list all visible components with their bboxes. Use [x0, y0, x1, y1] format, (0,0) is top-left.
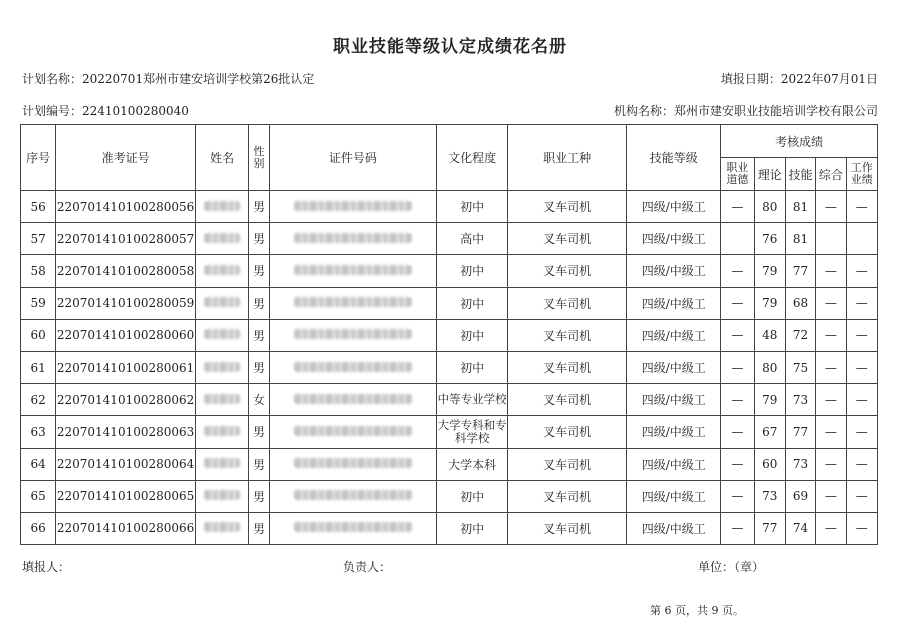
comprehensive-cell: — — [816, 191, 846, 223]
occupation-cell: 叉车司机 — [508, 223, 627, 255]
skill-cell: 77 — [785, 416, 815, 448]
education-cell: 初中 — [437, 287, 508, 319]
id-number-cell — [269, 223, 437, 255]
occupation-cell: 叉车司机 — [508, 191, 627, 223]
name-cell — [195, 384, 249, 416]
redacted-name — [204, 329, 240, 339]
redacted-name — [204, 265, 240, 275]
id-number-cell — [269, 351, 437, 383]
redacted-name — [204, 201, 240, 211]
ticket-cell: 220701410100280064 — [56, 448, 195, 480]
name-cell — [195, 480, 249, 512]
ethics-cell: — — [721, 480, 754, 512]
occupation-cell: 叉车司机 — [508, 287, 627, 319]
gender-cell: 男 — [249, 480, 269, 512]
gender-cell: 女 — [249, 384, 269, 416]
id-number-cell — [269, 480, 437, 512]
redacted-id-number — [294, 329, 412, 339]
ticket-cell: 220701410100280065 — [56, 480, 195, 512]
performance-cell: — — [846, 351, 877, 383]
performance-cell: — — [846, 255, 877, 287]
id-number-cell — [269, 319, 437, 351]
ticket-cell: 220701410100280061 — [56, 351, 195, 383]
skill-cell: 69 — [785, 480, 815, 512]
pagination: 第 6 页，共 9 页。 — [650, 604, 744, 617]
ethics-cell: — — [721, 416, 754, 448]
redacted-id-number — [294, 426, 412, 436]
name-cell — [195, 287, 249, 319]
comprehensive-cell: — — [816, 416, 846, 448]
occupation-cell: 叉车司机 — [508, 384, 627, 416]
gender-cell: 男 — [249, 191, 269, 223]
header-theory: 理论 — [754, 158, 785, 191]
performance-cell: — — [846, 384, 877, 416]
table-row — [21, 384, 878, 416]
ticket-cell: 220701410100280057 — [56, 223, 195, 255]
table-row — [21, 319, 878, 351]
gender-cell: 男 — [249, 223, 269, 255]
occupation-cell: 叉车司机 — [508, 480, 627, 512]
table-row — [21, 191, 878, 223]
id-number-cell — [269, 287, 437, 319]
occupation-cell: 叉车司机 — [508, 255, 627, 287]
occupation-cell: 叉车司机 — [508, 416, 627, 448]
skill-cell: 74 — [785, 512, 815, 544]
name-cell — [195, 319, 249, 351]
id-number-cell — [269, 448, 437, 480]
name-cell — [195, 255, 249, 287]
ethics-cell: — — [721, 191, 754, 223]
performance-cell: — — [846, 319, 877, 351]
ethics-cell — [721, 223, 754, 255]
performance-cell — [846, 223, 877, 255]
theory-cell: 77 — [754, 512, 785, 544]
seq-cell: 57 — [21, 223, 56, 255]
education-cell: 初中 — [437, 480, 508, 512]
seq-cell: 64 — [21, 448, 56, 480]
redacted-name — [204, 522, 240, 532]
ethics-cell: — — [721, 448, 754, 480]
skill-level-cell: 四级/中级工 — [627, 223, 721, 255]
seq-cell: 56 — [21, 191, 56, 223]
comprehensive-cell: — — [816, 351, 846, 383]
comprehensive-cell: — — [816, 384, 846, 416]
plan-number: 计划编号：22410100280040 — [22, 104, 189, 118]
gender-cell: 男 — [249, 416, 269, 448]
theory-cell: 79 — [754, 255, 785, 287]
skill-cell: 73 — [785, 384, 815, 416]
skill-cell: 81 — [785, 223, 815, 255]
ethics-cell: — — [721, 512, 754, 544]
comprehensive-cell: — — [816, 255, 846, 287]
ethics-cell: — — [721, 287, 754, 319]
seq-cell: 65 — [21, 480, 56, 512]
id-number-cell — [269, 384, 437, 416]
redacted-name — [204, 233, 240, 243]
gender-cell: 男 — [249, 351, 269, 383]
seq-cell: 60 — [21, 319, 56, 351]
ticket-cell: 220701410100280058 — [56, 255, 195, 287]
theory-cell: 80 — [754, 351, 785, 383]
comprehensive-cell: — — [816, 480, 846, 512]
gender-cell: 男 — [249, 448, 269, 480]
education-cell: 初中 — [437, 351, 508, 383]
occupation-cell: 叉车司机 — [508, 448, 627, 480]
theory-cell: 73 — [754, 480, 785, 512]
footer-unit: 单位：（章） — [698, 560, 765, 574]
performance-cell: — — [846, 191, 877, 223]
education-cell: 初中 — [437, 255, 508, 287]
comprehensive-cell: — — [816, 319, 846, 351]
id-number-cell — [269, 191, 437, 223]
seq-cell: 61 — [21, 351, 56, 383]
id-number-cell — [269, 512, 437, 544]
header-seq: 序号 — [21, 125, 56, 191]
seq-cell: 66 — [21, 512, 56, 544]
redacted-name — [204, 394, 240, 404]
name-cell — [195, 191, 249, 223]
institution-name: 机构名称：郑州市建安职业技能培训学校有限公司 — [613, 104, 878, 118]
footer-filler: 填报人： — [22, 560, 71, 574]
education-cell: 中等专业学校 — [437, 384, 508, 416]
table-row — [21, 287, 878, 319]
comprehensive-cell: — — [816, 448, 846, 480]
skill-level-cell: 四级/中级工 — [627, 191, 721, 223]
skill-level-cell: 四级/中级工 — [627, 351, 721, 383]
plan-name: 计划名称：20220701郑州市建安培训学校第26批认定 — [22, 72, 315, 86]
table-body — [21, 191, 878, 545]
skill-cell: 72 — [785, 319, 815, 351]
redacted-id-number — [294, 458, 412, 468]
comprehensive-cell — [816, 223, 846, 255]
redacted-id-number — [294, 490, 412, 500]
ticket-cell: 220701410100280066 — [56, 512, 195, 544]
id-number-cell — [269, 255, 437, 287]
theory-cell: 48 — [754, 319, 785, 351]
theory-cell: 60 — [754, 448, 785, 480]
table-row — [21, 223, 878, 255]
name-cell — [195, 416, 249, 448]
skill-level-cell: 四级/中级工 — [627, 480, 721, 512]
ethics-cell: — — [721, 319, 754, 351]
skill-level-cell: 四级/中级工 — [627, 287, 721, 319]
redacted-name — [204, 490, 240, 500]
comprehensive-cell: — — [816, 287, 846, 319]
theory-cell: 76 — [754, 223, 785, 255]
seq-cell: 63 — [21, 416, 56, 448]
table-row — [21, 480, 878, 512]
name-cell — [195, 448, 249, 480]
score-roster-table — [20, 124, 878, 545]
skill-level-cell: 四级/中级工 — [627, 448, 721, 480]
redacted-id-number — [294, 233, 412, 243]
theory-cell: 79 — [754, 384, 785, 416]
education-cell: 大学专科和专科学校 — [437, 416, 508, 448]
ethics-cell: — — [721, 255, 754, 287]
redacted-id-number — [294, 201, 412, 211]
skill-level-cell: 四级/中级工 — [627, 416, 721, 448]
occupation-cell: 叉车司机 — [508, 351, 627, 383]
skill-level-cell: 四级/中级工 — [627, 319, 721, 351]
header-ethics: 职业道德 — [721, 158, 754, 191]
table-row — [21, 351, 878, 383]
performance-cell: — — [846, 416, 877, 448]
education-cell: 初中 — [437, 191, 508, 223]
redacted-name — [204, 458, 240, 468]
table-row — [21, 255, 878, 287]
ticket-cell: 220701410100280059 — [56, 287, 195, 319]
ticket-cell: 220701410100280062 — [56, 384, 195, 416]
performance-cell: — — [846, 448, 877, 480]
ethics-cell: — — [721, 351, 754, 383]
comprehensive-cell: — — [816, 512, 846, 544]
skill-level-cell: 四级/中级工 — [627, 255, 721, 287]
seq-cell: 59 — [21, 287, 56, 319]
seq-cell: 62 — [21, 384, 56, 416]
redacted-id-number — [294, 522, 412, 532]
name-cell — [195, 223, 249, 255]
id-number-cell — [269, 416, 437, 448]
education-cell: 大学本科 — [437, 448, 508, 480]
redacted-id-number — [294, 394, 412, 404]
redacted-id-number — [294, 297, 412, 307]
theory-cell: 80 — [754, 191, 785, 223]
skill-cell: 68 — [785, 287, 815, 319]
redacted-id-number — [294, 362, 412, 372]
header-skill: 技能 — [785, 158, 815, 191]
header-id-number: 证件号码 — [269, 125, 437, 191]
education-cell: 初中 — [437, 319, 508, 351]
performance-cell: — — [846, 480, 877, 512]
redacted-name — [204, 362, 240, 372]
ticket-cell: 220701410100280063 — [56, 416, 195, 448]
header-education: 文化程度 — [437, 125, 508, 191]
occupation-cell: 叉车司机 — [508, 319, 627, 351]
skill-cell: 81 — [785, 191, 815, 223]
seq-cell: 58 — [21, 255, 56, 287]
header-performance: 工作业绩 — [846, 158, 877, 191]
header-scores: 考核成绩 — [721, 125, 878, 158]
theory-cell: 67 — [754, 416, 785, 448]
redacted-id-number — [294, 265, 412, 275]
education-cell: 高中 — [437, 223, 508, 255]
performance-cell: — — [846, 287, 877, 319]
page-title: 职业技能等级认定成绩花名册 — [333, 37, 567, 57]
header-occupation: 职业工种 — [508, 125, 627, 191]
gender-cell: 男 — [249, 319, 269, 351]
ticket-cell: 220701410100280060 — [56, 319, 195, 351]
education-cell: 初中 — [437, 512, 508, 544]
header-skill-level: 技能等级 — [627, 125, 721, 191]
performance-cell: — — [846, 512, 877, 544]
skill-cell: 73 — [785, 448, 815, 480]
skill-cell: 77 — [785, 255, 815, 287]
redacted-name — [204, 297, 240, 307]
theory-cell: 79 — [754, 287, 785, 319]
gender-cell: 男 — [249, 512, 269, 544]
ticket-cell: 220701410100280056 — [56, 191, 195, 223]
skill-cell: 75 — [785, 351, 815, 383]
header-gender: 性别 — [249, 125, 269, 191]
skill-level-cell: 四级/中级工 — [627, 384, 721, 416]
table-row — [21, 416, 878, 448]
occupation-cell: 叉车司机 — [508, 512, 627, 544]
ethics-cell: — — [721, 384, 754, 416]
header-comprehensive: 综合 — [816, 158, 846, 191]
redacted-name — [204, 426, 240, 436]
name-cell — [195, 512, 249, 544]
table-row — [21, 448, 878, 480]
name-cell — [195, 351, 249, 383]
report-date: 填报日期：2022年07月01日 — [720, 72, 878, 86]
header-name: 姓名 — [195, 125, 249, 191]
gender-cell: 男 — [249, 287, 269, 319]
gender-cell: 男 — [249, 255, 269, 287]
header-ticket: 准考证号 — [56, 125, 195, 191]
skill-level-cell: 四级/中级工 — [627, 512, 721, 544]
table-row — [21, 512, 878, 544]
footer-responsible: 负责人： — [343, 560, 392, 574]
